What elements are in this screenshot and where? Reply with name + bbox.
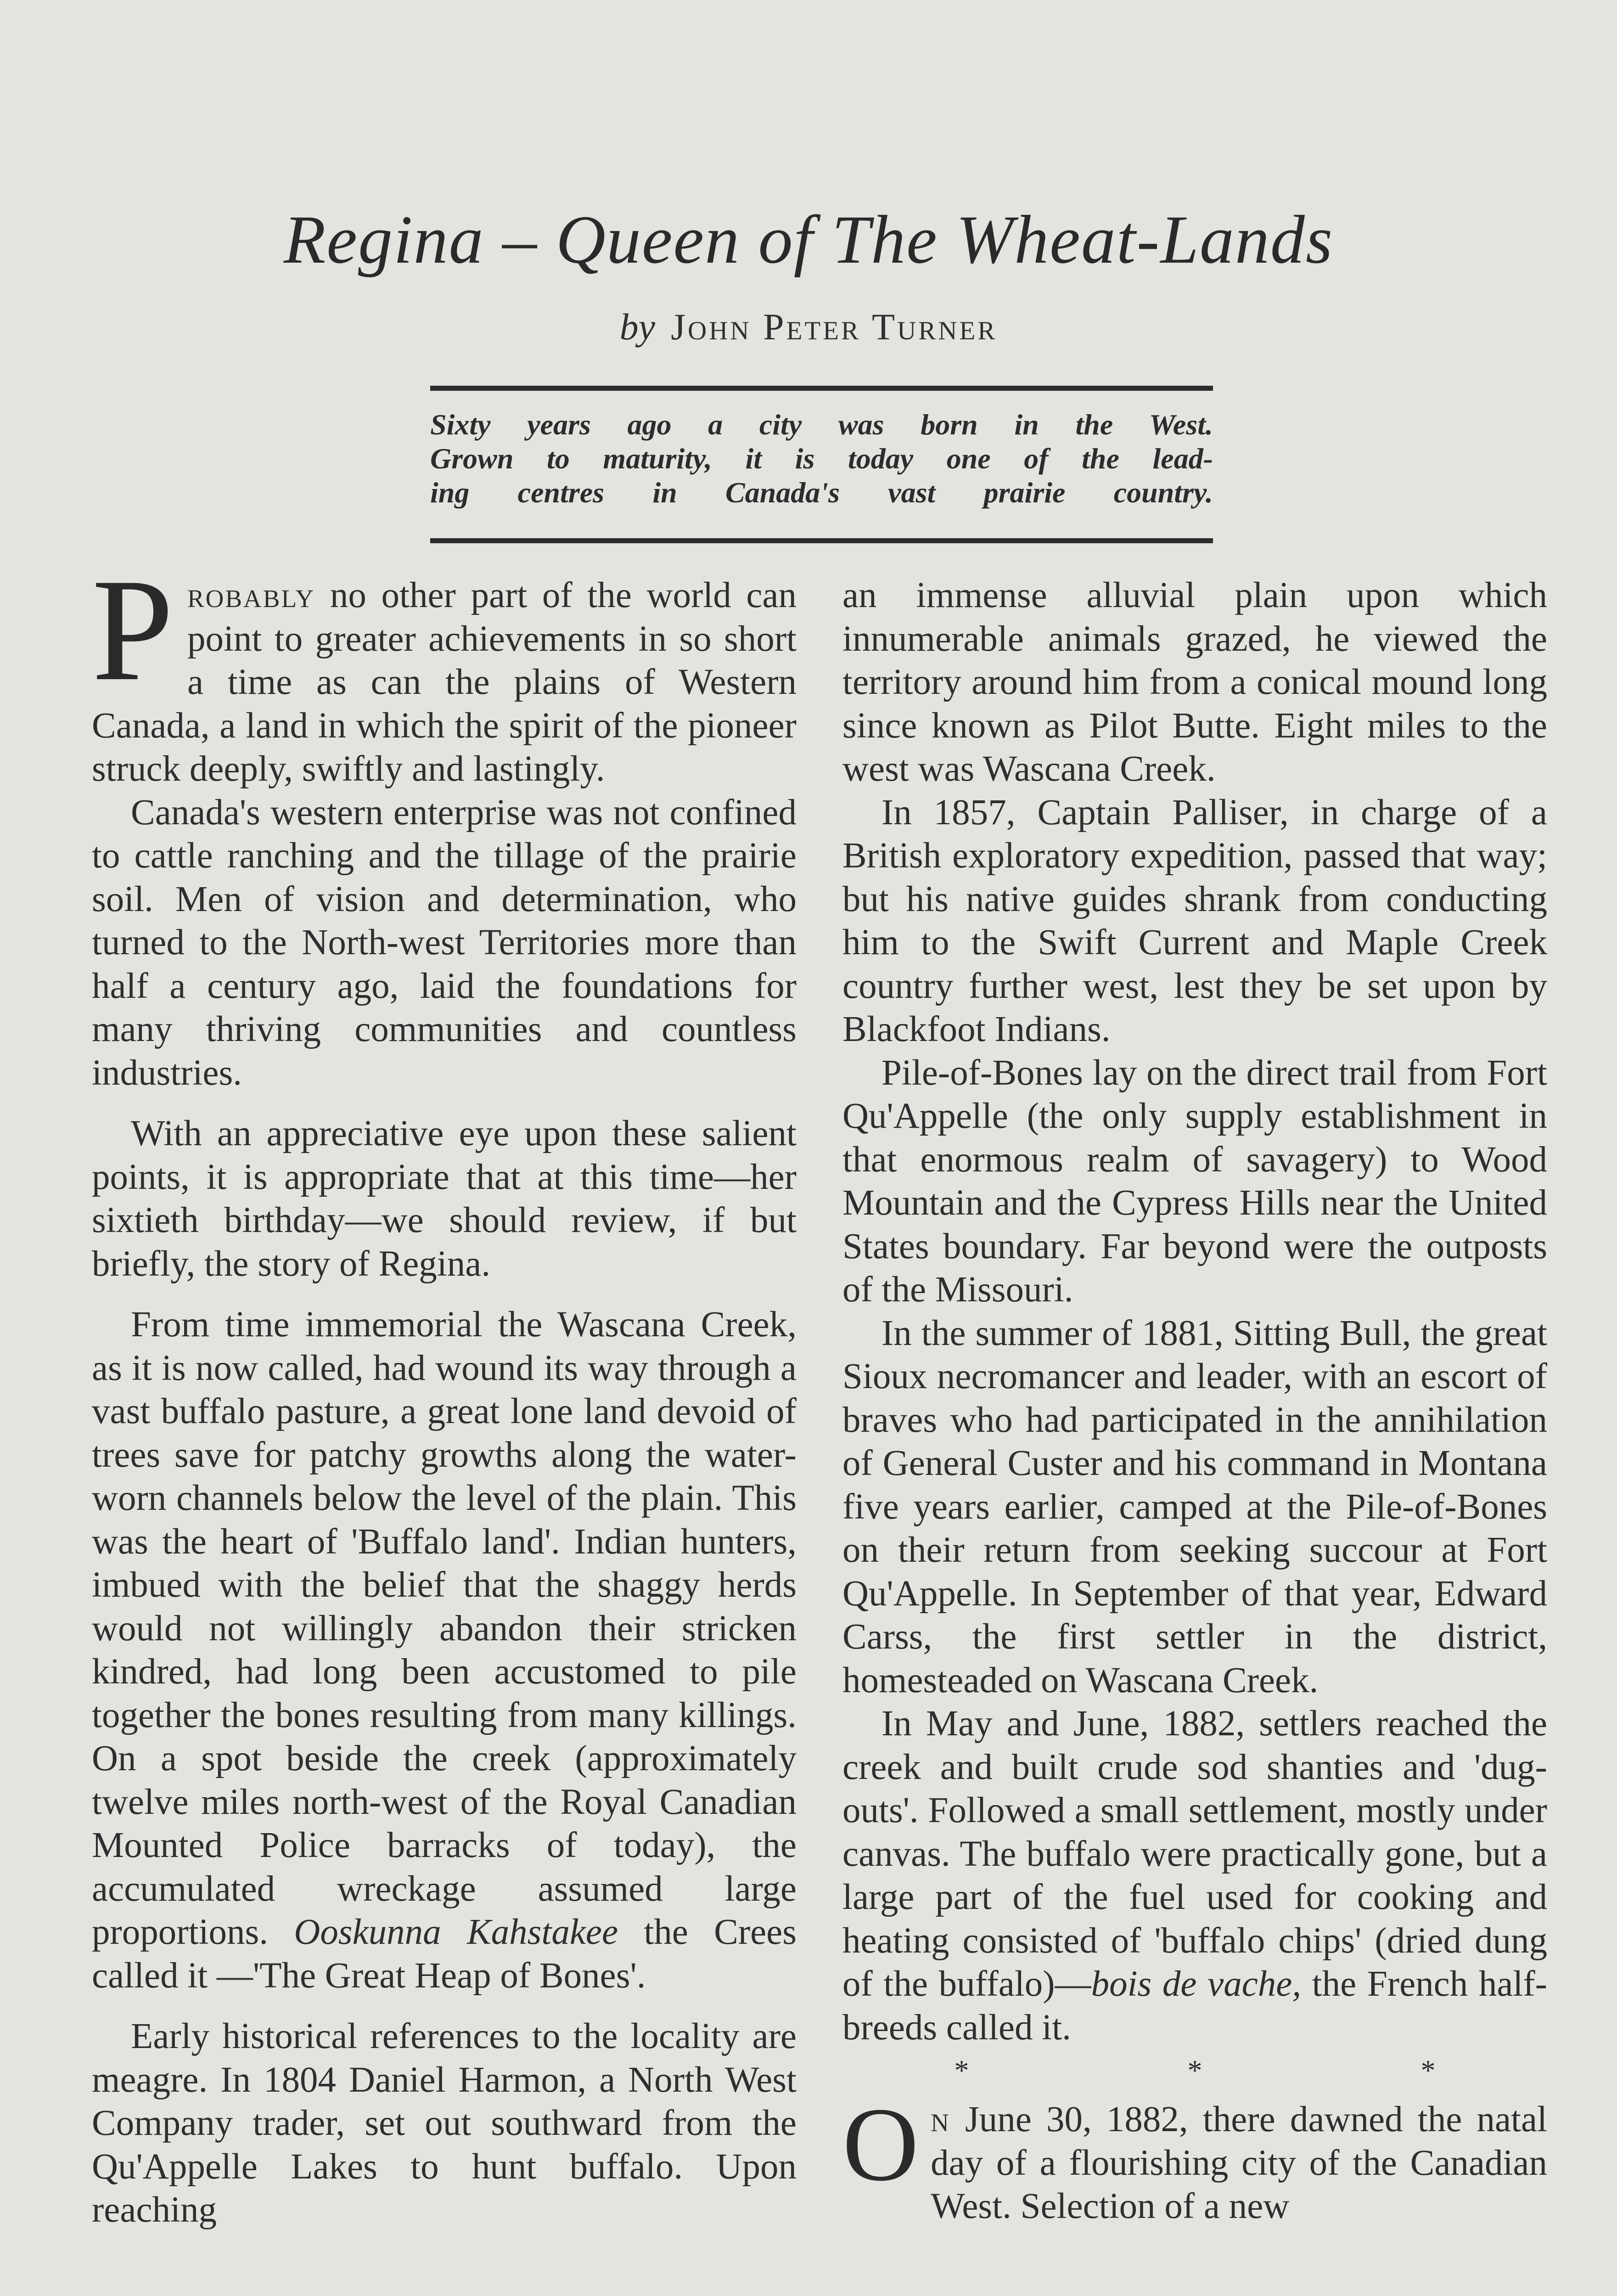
paragraph-1 [92,549,797,791]
paragraph-9 [842,1702,1547,2049]
drop-cap: O [842,2086,919,2203]
paragraph-text: no other part of the world can point to greater achievements in so short a time as can the plains of Western Canada, a land in which the spirit of the pioneer struck deeply, swiftly and lastingly. [92,575,797,789]
paragraph-5-continued: an immense alluvial plain upon which innumerable animals grazed, he viewed the territory around him from a conical mound long since known as Pilot Butte. Eight miles to the west was Wascana Creek. [842,575,1547,789]
french-term-italic: bois de vache, [1091,1964,1302,2004]
drop-cap: P [92,549,174,711]
paragraph-4 [92,1303,797,1998]
subtitle-line: Grown to maturity, it is today one of the lead- [430,442,1213,475]
author-name: John Peter Turner [671,306,998,348]
paragraph-8: In the summer of 1881, Sitting Bull, the great Sioux necromancer and leader, with an escort of braves who had participated in the annihilation of General Custer and his command in Montana five years earlier, camped at the Pile-of-Bones on their return from seeking succour at Fort Qu'Appelle. In September of that year, Edward Carss, the first settler in the district, homesteaded on Wascana Creek. [842,1313,1547,1700]
lead-small-caps: robably [187,575,315,615]
paragraph-10 [842,2086,1547,2228]
article-subtitle [430,408,1213,510]
subtitle-line: ing centres in Canada's vast prairie country. [430,476,1213,509]
paragraph-7: Pile-of-Bones lay on the direct trail from Fort Qu'Appelle (the only supply establishment in that enormous realm of savagery) to Wood Mountain and the Cypress Hills near the United States boundary. Far beyond were the outposts of the Missouri. [842,1052,1547,1310]
paragraph-text: June 30, 1882, there dawned the natal day of a flourishing city of the Canadian West. Selection of a new [931,2099,1547,2226]
paragraph-3: With an appreciative eye upon these salient points, it is appropriate that at this time—her sixtieth birthday—we should review, if but briefly, the story of Regina. [92,1114,797,1284]
paragraph-text: the French half-breeds called it. [842,1964,1547,2048]
subtitle-top-rule [430,386,1213,391]
cree-name-italic: Ooskunna Kahstakee [294,1912,618,1952]
paragraph-text: From time immemorial the Wascana Creek, as it is now called, had wound its way through a vast buffalo pasture, a great lone land devoid of trees save for patchy growths along the water-worn channels below the level of the plain. This was the heart of 'Buffalo land'. Indian hunters, imbued with the belief that the shaggy herds would not willingly abandon their stricken kindred, had long been accustomed to pile together the bones resulting from many killings. On a spot beside the creek (approximately twelve miles north-west of the Royal Canadian Mounted Police barracks of today), the accumulated wreckage assumed large proportions. [92,1305,797,1952]
paragraph-6: In 1857, Captain Palliser, in charge of a British exploratory expedition, passed that way; but his native guides shrank from conducting him to the Swift Current and Maple Creek country further west, lest they be set upon by Blackfoot Indians. [842,792,1547,1049]
subtitle-line: Sixty years ago a city was born in the West. [430,408,1213,441]
paragraph-text: In May and June, 1882, settlers reached the creek and built crude sod shanties and 'dug-outs'. Followed a small settlement, mostly under canvas. The buffalo were practically gone, but a large part of the fuel used for cooking and heating consisted of 'buffalo chips' (dried dung of the buffalo)— [842,1704,1547,2004]
paragraph-2: Canada's western enterprise was not confined to cattle ranching and the tillage of the prairie soil. Men of vision and determination, who turned to the North-west Territories more than half a century ago, laid the foundations for many thriving communities and countless industries. [92,792,797,1093]
paragraph-text: the Crees called it —'The Great Heap of Bones'. [92,1912,797,1996]
paragraph-5: Early historical references to the locality are meagre. In 1804 Daniel Harmon, a North West Company trader, set out southward from the Qu'Appelle Lakes to hunt buffalo. Upon reaching [92,2016,797,2230]
right-column [842,574,1547,2228]
subtitle-bottom-rule [430,538,1213,543]
left-column [92,549,797,2232]
lead-small-caps: n [931,2099,950,2139]
byline-by: by [619,306,656,348]
article-title: Regina – Queen of The Wheat-Lands [283,202,1334,278]
byline [0,305,1617,349]
section-break-stars: * * * [954,2054,1541,2087]
